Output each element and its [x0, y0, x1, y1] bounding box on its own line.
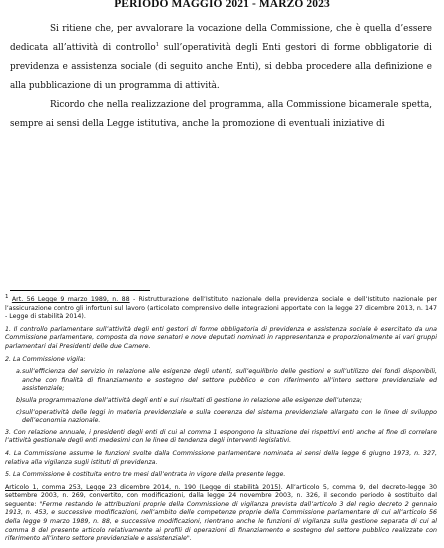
article-1-quote: "Ferme restando le attribuzioni proprie della Commissione di vigilanza prevista dall’articolo 3 del regio decreto 2 gennaio 1913, n. 453, e successive modificazioni, nell’ambito delle competenze proprie della Commissione parlamentare di cui all’articolo 56 della legge 9 marzo 1989, n. 88, e successive modificazioni, rientrano anche le funzioni di vigilanza sulla gestione separata di cui al comma 8 del presente articolo relativamente ai profili di operazioni di finanziamento e sostegno del settore pubblico realizzate con riferimento all’intero settore previdenziale e assistenziale".	[5, 500, 437, 543]
footnote-list	[5, 368, 437, 426]
footnote-comma-5: 5. La Commissione è costituita entro tre mesi dall’entrata in vigore della presente legge.	[5, 471, 286, 479]
article-1-text: . All’articolo 5, comma 9, del decreto-legge 30 settembre 2003, n. 269, convertito, con modificazioni, dalla legge 24 novembre 2003, n. 326, il secondo periodo è sostituito dal seguente:	[5, 483, 437, 508]
footnote-number: 1	[5, 293, 9, 300]
article-1-ref: Articolo 1, comma 253, Legge 23 dicembre 2014, n. 190 (Legge di stabilità 2015)	[5, 483, 281, 491]
list-marker: b)	[16, 396, 23, 404]
footnote-law-desc: - Ristrutturazione dell’Istituto nazionale della previdenza sociale e dell’Istituto nazionale per l’assicurazione contro gli infortuni sul lavoro (articolato comprensivo delle integrazioni apportate con la legge 27 dicembre 2013, n. 147 - Legge di stabilità 2014).	[5, 296, 437, 321]
footnote-law-ref: Art. 56 Legge 9 marzo 1989, n. 88	[11, 296, 130, 303]
body-paragraph-2	[10, 96, 432, 134]
footnote-comma-4: 4. La Commissione assume le funzioni svolte dalla Commissione parlamentare nominata ai sensi della legge 6 giugno 1973, n. 327, relativa alla vigilanza sugli istituti di previdenza.	[5, 449, 437, 466]
list-item	[5, 368, 437, 394]
paragraph-1-text: Si ritiene che, per avvalorare la vocazione della Commissione, che è quella d’essere dedicata all’attività di controllo	[10, 24, 432, 53]
list-item-text: sulla programmazione dell’attività degli enti e sui risultati di gestione in relazione alle esigenze dell’utenza;	[22, 396, 362, 404]
paragraph-2-text: Ricordo che nella realizzazione del programma, alla Commissione bicamerale spetta, sempre ai sensi della Legge istitutiva, anche la promozione di eventuali iniziative di	[10, 100, 432, 129]
list-item	[5, 397, 437, 406]
footnote-comma-1: 1. Il controllo parlamentare sull’attività degli enti gestori di forme obbligatoria di previdenza e assistenza sociale è esercitato da una Commissione parlamentare, composta da nove senatori e nove deputati nominati in rappresentanza e proporzionalmente ai vari gruppi parlamentari dai Presidenti delle due Camere.	[5, 325, 437, 350]
list-marker: c)	[16, 408, 22, 416]
footnote-ref-1[interactable]: 1	[155, 42, 160, 49]
list-marker: a.	[16, 368, 22, 376]
list-item	[5, 409, 437, 426]
footnote-1	[5, 293, 437, 322]
paragraph-1-text-rest: sull’operatività degli Enti gestori di forme obbligatorie di previdenza e assistenza sociale (di seguito anche Enti), si debba procedere alla definizione e alla pubblicazione di un programma di attività.	[10, 43, 432, 91]
footnote-separator	[10, 290, 150, 291]
body-paragraph-1	[10, 20, 432, 96]
list-item-text: sull’operatività delle leggi in materia previdenziale e sulla coerenza del sistema previdenziale allargato con le linee di sviluppo dell’economia nazionale.	[22, 408, 437, 425]
footnote-block	[5, 293, 437, 548]
list-item-text: sull’efficienza del servizio in relazione alle esigenze degli utenti, sull’equilibrio delle gestioni e sull’utilizzo dei fondi disponibili, anche con finalità di finanziamento e sostegno del settore pubblico e con riferimento all’intero settore previdenziale ed assistenziale;	[22, 368, 437, 393]
page-header: PERIODO MAGGIO 2021 - MARZO 2023	[114, 0, 330, 10]
footnote-comma-2: 2. La Commissione vigila:	[5, 355, 86, 363]
footnote-article-1	[5, 484, 437, 544]
footnote-comma-3: 3. Con relazione annuale, i presidenti degli enti di cui al comma 1 espongono la situazione dei rispettivi enti anche al fine di correlare l’attività gestionale degli enti medesimi con le linee di tendenza degli interventi legislativi.	[5, 428, 437, 445]
